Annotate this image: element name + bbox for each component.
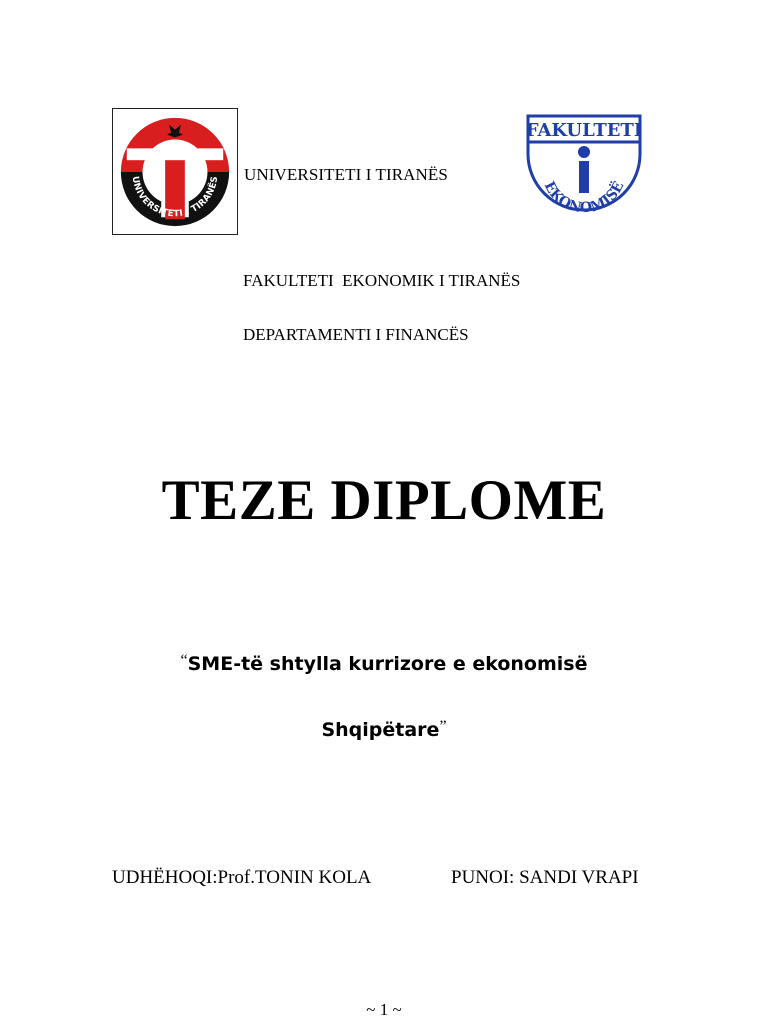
department-name: DEPARTAMENTI I FINANCËS xyxy=(243,325,469,344)
svg-text:EKONOMISË: EKONOMISË xyxy=(540,178,628,217)
thesis-title: TEZE DIPLOME xyxy=(161,469,607,532)
university-seal-icon xyxy=(113,109,237,234)
author-credit: PUNOI: SANDI VRAPI xyxy=(451,867,639,888)
svg-text:UNIVERSITETI I TIRANËS: UNIVERSITETI I TIRANËS xyxy=(129,175,221,220)
open-quote: “ xyxy=(180,652,188,669)
close-quote: ” xyxy=(439,718,447,735)
thesis-subtitle-line-1 xyxy=(0,652,768,675)
faculty-crest-icon xyxy=(524,112,644,224)
supervisor-credit: UDHËHOQI:Prof.TONIN KOLA xyxy=(112,867,372,888)
thesis-subtitle-line-2 xyxy=(0,718,768,741)
university-name: UNIVERSITETI I TIRANËS xyxy=(244,165,448,184)
faculty-logo xyxy=(524,112,644,224)
faculty-name: FAKULTETI EKONOMIK I TIRANËS xyxy=(243,271,521,290)
subtitle-line-1-text: SME-të shtylla kurrizore e ekonomisë xyxy=(187,653,588,675)
svg-text:FAKULTETI: FAKULTETI xyxy=(525,120,643,141)
university-logo xyxy=(112,108,238,235)
subtitle-line-2-text: Shqipëtare xyxy=(321,719,440,741)
page-number: ~ 1 ~ xyxy=(366,1000,402,1019)
